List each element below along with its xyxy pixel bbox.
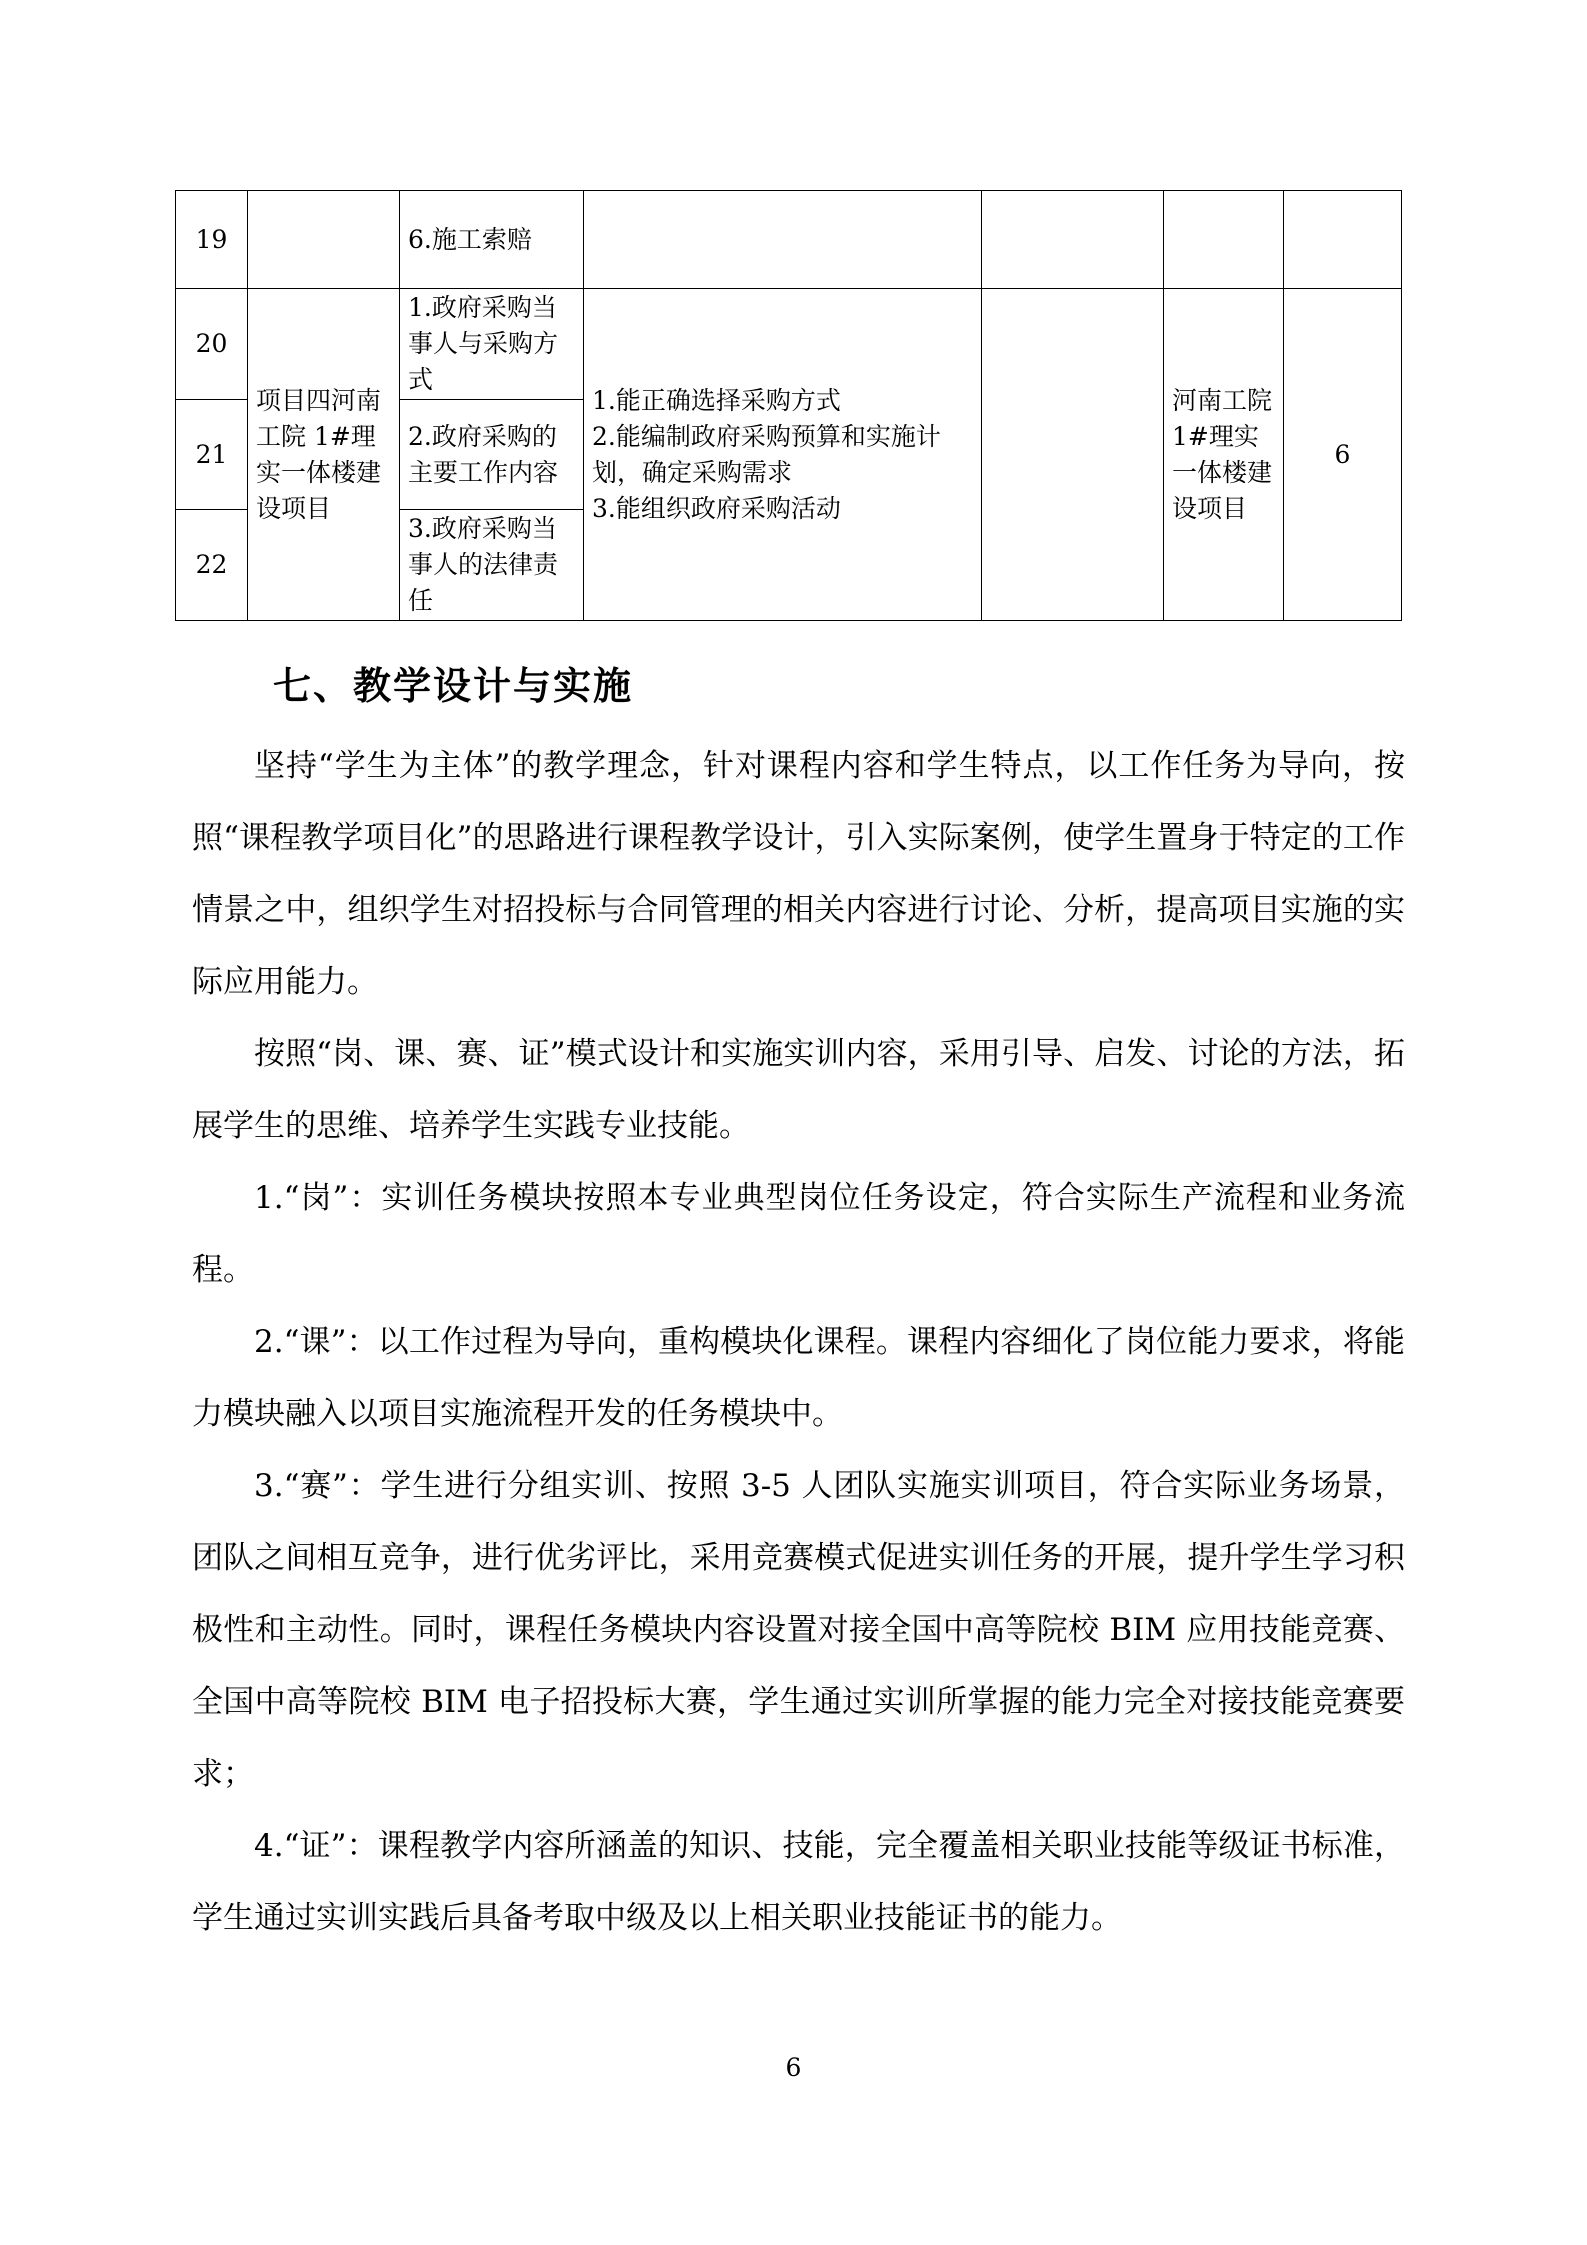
table-row (176, 191, 1402, 289)
empty-cell (982, 289, 1164, 621)
paragraph: 1.“岗”：实训任务模块按照本专业典型岗位任务设定，符合实际生产流程和业务流程。 (192, 1180, 1405, 1288)
row-number: 22 (176, 510, 248, 621)
site-cell (1164, 191, 1284, 289)
course-content-table (175, 190, 1402, 621)
section-heading: 七、教学设计与实施 (273, 664, 634, 708)
row-number: 19 (176, 191, 248, 289)
ability-item: 1.能正确选择采购方式 (592, 385, 841, 415)
row-number: 20 (176, 289, 248, 400)
ability-item: 2.能编制政府采购预算和实施计划，确定采购需求 (592, 421, 941, 487)
paragraph: 按照“岗、课、赛、证”模式设计和实施实训内容，采用引导、启发、讨论的方法，拓展学生的思维、培养学生实践专业技能。 (192, 1036, 1405, 1144)
paragraph: 坚持“学生为主体”的教学理念，针对课程内容和学生特点，以工作任务为导向，按照“课程教学项目化”的思路进行课程教学设计，引入实际案例，使学生置身于特定的工作情景之中，组织学生对招投标与合同管理的相关内容进行讨论、分析，提高项目实施的实际应用能力。 (192, 748, 1405, 1000)
content-cell: 2.政府采购的主要工作内容 (400, 400, 584, 510)
empty-cell (982, 191, 1164, 289)
project-cell (248, 191, 400, 289)
paragraph: 3.“赛”：学生进行分组实训、按照 3-5 人团队实施实训项目，符合实际业务场景，团队之间相互竞争，进行优劣评比，采用竞赛模式促进实训任务的开展，提升学生学习积极性和主动性。同时，课程任务模块内容设置对接全国中高等院校 BIM 应用技能竞赛、全国中高等院校 BIM 电子招投标大赛，学生通过实训所掌握的能力完全对接技能竞赛要求； (192, 1468, 1405, 1792)
ability-cell (584, 289, 982, 621)
hours-cell: 6 (1284, 289, 1402, 621)
paragraph: 4.“证”：课程教学内容所涵盖的知识、技能，完全覆盖相关职业技能等级证书标准，学生通过实训实践后具备考取中级及以上相关职业技能证书的能力。 (192, 1828, 1405, 1936)
row-number: 21 (176, 400, 248, 510)
project-cell: 项目四河南工院 1#理实一体楼建设项目 (248, 289, 400, 621)
ability-item: 3.能组织政府采购活动 (592, 493, 841, 523)
content-cell: 3.政府采购当事人的法律责任 (400, 510, 584, 621)
section-body (192, 730, 1405, 1954)
content-cell: 1.政府采购当事人与采购方式 (400, 289, 584, 400)
ability-cell (584, 191, 982, 289)
site-cell: 河南工院 1#理实一体楼建设项目 (1164, 289, 1284, 621)
content-cell: 6.施工索赔 (400, 191, 584, 289)
page-number: 6 (785, 2053, 802, 2082)
hours-cell (1284, 191, 1402, 289)
table-row (176, 289, 1402, 400)
paragraph: 2.“课”：以工作过程为导向，重构模块化课程。课程内容细化了岗位能力要求，将能力模块融入以项目实施流程开发的任务模块中。 (192, 1324, 1405, 1432)
